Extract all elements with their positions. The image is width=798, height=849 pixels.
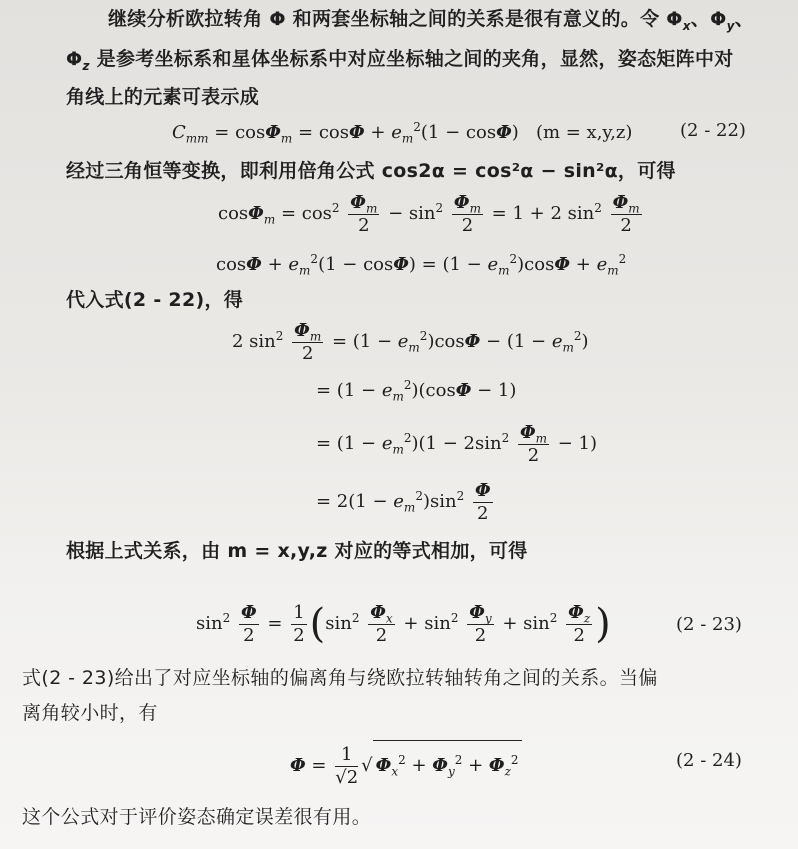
equation-2-23: $\sin^2$ $\frac{\Phi}{2}$ = $\frac{1}{2}$ ($\sin^2$ $\frac{\Phi_x}{2}$ + $\sin^2$ $\frac{\Phi_y}{2}$ + $\sin^2$ $\frac{\Phi_z}{2}$ ): [196, 601, 611, 647]
derivation-line-3: = $(1 - e_m^2)(1 - 2\sin^2$ $\frac{\Phi_m}{2}$ − 1): [316, 421, 598, 466]
paragraph-5-line-2: 离角较小时，有: [22, 702, 158, 724]
paragraph-4: 根据上式关系，由 m = x,y,z 对应的等式相加，可得: [66, 540, 528, 562]
equation-number-2-22: (2 - 22): [680, 120, 746, 141]
derivation-line-4: = $2(1 - e_m^2)\sin^2$ $\frac{\Phi}{2}$: [316, 479, 491, 524]
derivation-line-1: 2 $\sin^2$ $\frac{\Phi_m}{2}$ = $(1 - e_m^2)\cos\Phi - (1 - e_m^2)$: [232, 319, 589, 364]
equation-cos-phi-m: $\cos\Phi_m = \cos^2$ $\frac{\Phi_m}{2}$ − $\sin^2$ $\frac{\Phi_m}{2}$ = 1 + 2 $\sin^2$ $\frac{\Phi_m}{2}$: [218, 191, 640, 236]
paragraph-1-line-2: $\Phi_z$ 是参考坐标系和星体坐标系中对应坐标轴之间的夹角，显然，姿态矩阵中对: [66, 48, 734, 73]
paragraph-1-line-1: 继续分析欧拉转角 Φ 和两套坐标轴之间的关系是很有意义的。令 $\Phi_x$、$\Phi_y$、: [108, 8, 754, 33]
equation-2-24: Φ = $\frac{1}{√2}$ √ $\Phi_x^2 + \Phi_y^2 + \Phi_z^2$: [290, 740, 522, 790]
equation-number-2-24: (2 - 24): [676, 750, 742, 771]
paragraph-5-line-1: 式(2 - 23)给出了对应坐标轴的偏离角与绕欧拉转轴转角之间的关系。当偏: [22, 667, 658, 689]
paragraph-2: 经过三角恒等变换，即利用倍角公式 cos2α = cos²α − sin²α，可得: [66, 160, 676, 182]
equation-2-22: $C_{mm} = \cos\Phi_m = \cos\Phi + e_m^2(1 - \cos\Phi) (m = x,y,z)$: [172, 120, 633, 146]
equation-cos-phi-expansion: $\cos\Phi + e_m^2(1 - \cos\Phi) = (1 - e_m^2)\cos\Phi + e_m^2$: [216, 252, 627, 278]
paragraph-3: 代入式(2 - 22)，得: [66, 289, 244, 311]
paragraph-6: 这个公式对于评价姿态确定误差很有用。: [22, 806, 372, 828]
paragraph-1-line-3: 角线上的元素可表示成: [66, 86, 260, 108]
derivation-line-2: = $(1 - e_m^2)(\cos\Phi - 1)$: [316, 378, 517, 404]
equation-number-2-23: (2 - 23): [676, 614, 742, 635]
